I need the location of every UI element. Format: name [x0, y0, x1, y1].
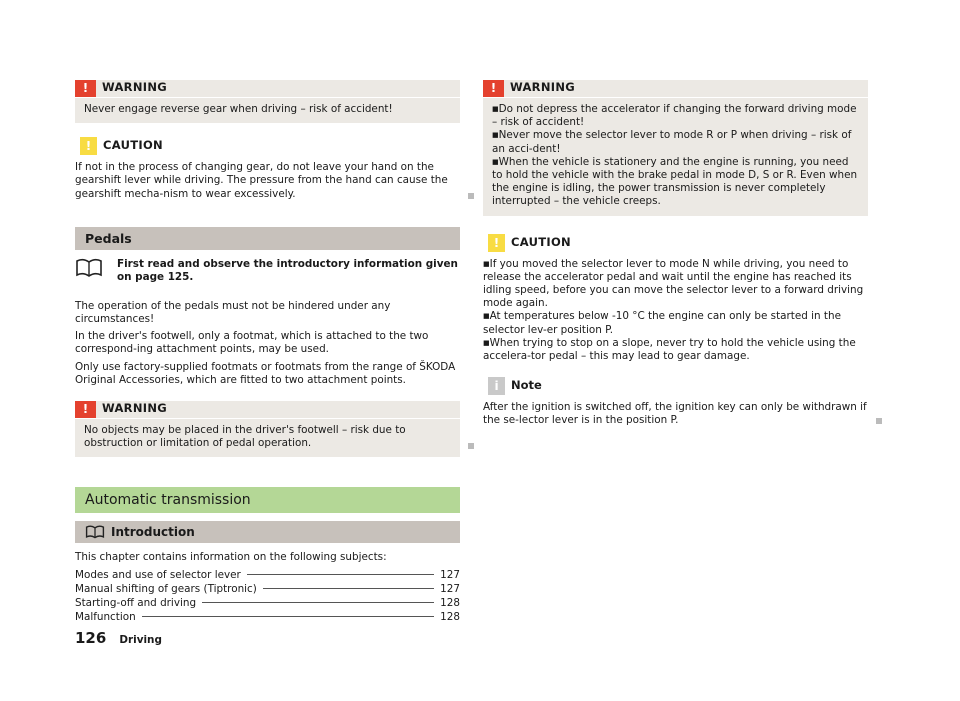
warning-box-reverse-gear: [75, 80, 460, 123]
pedals-paragraph: The operation of the pedals must not be hindered under any circumstances!: [75, 299, 391, 326]
pedals-paragraph: Only use factory-supplied footmats or footmats from the range of ŠKODA Original Accessories, which are fitted to two attachment points.: [75, 360, 456, 386]
toc-label: Modes and use of selector lever: [75, 568, 241, 581]
warning-text: Never engage reverse gear when driving – risk of accident!: [84, 103, 393, 115]
warning-title: WARNING: [102, 80, 167, 94]
page-number: 126: [75, 629, 107, 647]
caution-bullet: ■ When trying to stop on a slope, never try to hold the vehicle using the accelera-tor pedal – this may lead to gear damage.: [483, 337, 868, 363]
warning-box-driving-modes: [483, 80, 868, 216]
section-title-pedals: Pedals: [75, 227, 460, 250]
note-title: Note: [511, 378, 542, 393]
toc-item[interactable]: [75, 597, 460, 611]
chapter-title: Automatic transmission: [75, 487, 460, 513]
reference-text: First read and observe the introductory information given on page 125.: [117, 257, 458, 284]
toc-page: 128: [440, 596, 460, 609]
warning-box-footwell: [75, 401, 460, 457]
exclamation-icon: !: [75, 80, 96, 97]
caution-block-gearshift: [75, 137, 460, 201]
caution-title: CAUTION: [103, 138, 163, 153]
toc-item[interactable]: [75, 583, 460, 597]
intro-title: Introduction: [111, 525, 195, 540]
caution-text: If not in the process of changing gear, do not leave your hand on the gearshift lever while driving. The pressure from the hand can cause the gearshift mecha-nism to wear excessively.: [75, 161, 448, 200]
toc-page: 127: [440, 568, 460, 581]
reference-row: [75, 258, 460, 292]
exclamation-icon: !: [80, 137, 97, 155]
book-icon: [85, 525, 105, 539]
section-label: Driving: [119, 634, 162, 646]
note-text: After the ignition is switched off, the ignition key can only be withdrawn if the se-lector lever is in the position P.: [483, 401, 867, 427]
caution-bullet: ■ At temperatures below -10 °C the engine can only be started in the selector lev-er position P.: [483, 310, 868, 336]
toc-page: 128: [440, 610, 460, 623]
exclamation-icon: !: [488, 234, 505, 252]
toc-item[interactable]: [75, 569, 460, 583]
warning-bullet: ■ Do not depress the accelerator if changing the forward driving mode – risk of accident!: [492, 103, 859, 129]
square-end-mark-icon: [468, 193, 474, 199]
right-column: [483, 80, 868, 432]
warning-bullet: ■ Never move the selector lever to mode R or P when driving – risk of an acci-dent!: [492, 129, 859, 155]
toc-label: Starting-off and driving: [75, 596, 197, 609]
square-end-mark-icon: [468, 443, 474, 449]
square-end-mark-icon: [876, 418, 882, 424]
toc-page: 127: [440, 582, 460, 595]
toc-item[interactable]: [75, 611, 460, 625]
note-block: [483, 377, 868, 427]
warning-bullet: ■ When the vehicle is stationery and the engine is running, you need to hold the vehicle with the brake pedal in mode D, S or R. Even when the engine is idling, the power transmission is never completely interrupted – the vehicle creeps.: [492, 156, 859, 209]
caution-block-selector: [483, 234, 868, 364]
pedals-paragraph: In the driver's footwell, only a footmat, which is attached to the two correspond-ing attachment points, may be used.: [75, 330, 429, 356]
caution-bullet: ■ If you moved the selector lever to mode N while driving, you need to release the accelerator pedal and wait until the engine has reached its idling speed, before you can move the selector lever to a forward driving mode again.: [483, 258, 868, 311]
toc-list: [75, 569, 460, 625]
toc-label: Malfunction: [75, 610, 136, 623]
info-icon: i: [488, 377, 505, 395]
exclamation-icon: !: [75, 401, 96, 418]
book-icon: [75, 258, 103, 278]
exclamation-icon: !: [483, 80, 504, 97]
toc-label: Manual shifting of gears (Tiptronic): [75, 582, 257, 595]
intro-header: [75, 521, 460, 543]
warning-title: WARNING: [510, 80, 575, 94]
caution-title: CAUTION: [511, 234, 571, 249]
intro-text: This chapter contains information on the following subjects:: [75, 551, 387, 564]
warning-text: No objects may be placed in the driver's footwell – risk due to obstruction or limitation of pedal operation.: [84, 424, 406, 450]
page-footer: [75, 628, 162, 647]
warning-title: WARNING: [102, 401, 167, 416]
left-column: [75, 80, 460, 625]
